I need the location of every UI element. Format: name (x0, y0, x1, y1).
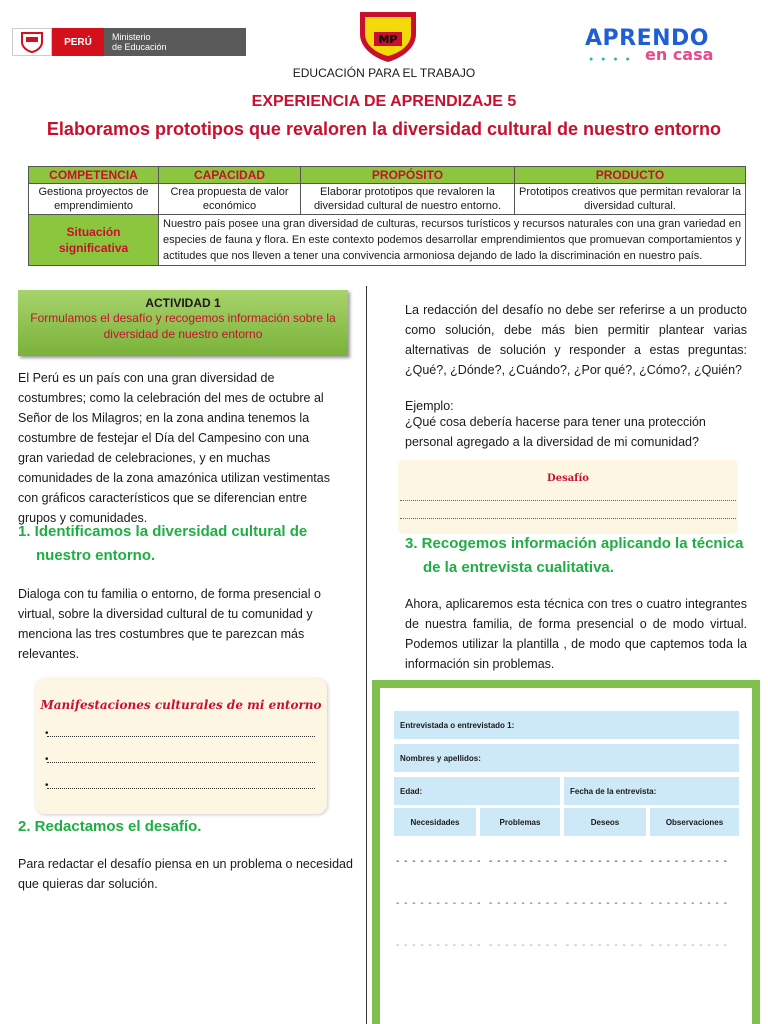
answer-line[interactable] (400, 500, 736, 501)
table-cell: Elaborar prototipos que revaloren la diversidad cultural de nuestro entorno. (301, 184, 515, 215)
answer-dash-row[interactable]: - - - - - - - - - - - - - - - - - - - - - - - - - - - - - - - - - - - - - - - - (396, 898, 728, 909)
challenge-box (398, 460, 738, 534)
ministry-name (104, 28, 246, 56)
activity-label: ACTIVIDAD 1 (145, 296, 221, 310)
answer-line[interactable] (47, 762, 315, 763)
intro-paragraph: El Perú es un país con una gran diversidad de costumbres; como la celebración del mes de octubre al Señor de los Milagros; en la zona andina tenemos la costumbre de festejar el Día del Campesino con una gran variedad de celebraciones, y en muchas comunidades de la zona amazónica utilizan vestimentas con gráficos característicos que se diferencian entre grupos y comunidades. (18, 371, 330, 525)
en-casa-text: en casa (645, 45, 714, 64)
badge-text: MP (378, 33, 398, 46)
bullet-icon: • (45, 728, 49, 739)
school-badge-icon (356, 8, 420, 64)
interviewee-field[interactable]: Entrevistada o entrevistado 1: (394, 711, 739, 739)
subject-title: EDUCACIÓN PARA EL TRABAJO (292, 66, 476, 80)
situation-row (29, 215, 746, 266)
table-header: PROPÓSITO (301, 167, 515, 184)
answer-line[interactable] (47, 736, 315, 737)
example-text: ¿Qué cosa debería hacerse para tener una protección personal agregado a la diversidad de mi comunidad? (405, 415, 706, 449)
box-title: Manifestaciones culturales de mi entorno (40, 698, 322, 712)
table-cell: Crea propuesta de valor económico (159, 184, 301, 215)
challenge-paragraph: La redacción del desafío no debe ser referirse a un producto como solución, debe más bien permitir plantear varias alternativas de solución y responder a estas preguntas: ¿Qué?, ¿Dónde?, ¿Cuándo?, ¿Por qué?, ¿Cómo?, ¿Quién? (405, 303, 747, 377)
page-title: Elaboramos prototipos que revaloren la diversidad cultural de nuestro entorno (46, 119, 722, 139)
names-field[interactable]: Nombres y apellidos: (394, 744, 739, 772)
activity-subtitle: Formulamos el desafío y recogemos información sobre la diversidad de nuestro entorno (30, 311, 336, 341)
peru-label: PERÚ (52, 28, 104, 56)
answer-line[interactable] (400, 518, 736, 519)
date-field[interactable]: Fecha de la entrevista: (564, 777, 739, 805)
column-header: Necesidades (394, 808, 476, 836)
aprendo-text: APRENDO (585, 26, 709, 51)
experience-title: EXPERIENCIA DE APRENDIZAJE 5 (251, 93, 517, 110)
bullet-icon: • (45, 780, 49, 791)
step3-paragraph: Ahora, aplicaremos esta técnica con tres o cuatro integrantes de nuestra familia, de forma presencial o de modo virtual. Podemos utilizar la plantilla , de modo que captemos toda la información sin problemas. (405, 597, 747, 671)
answer-dash-row[interactable]: - - - - - - - - - - - - - - - - - - - - - - - - - - - - - - - - - - - - - - - - (396, 856, 728, 867)
page-header (0, 0, 768, 95)
column-header: Observaciones (650, 808, 739, 836)
ministry-logo (12, 28, 246, 56)
answer-dash-row[interactable]: - - - - - - - - - - - - - - - - - - - - - - - - - - - - - - - - - - - - - - - - (396, 940, 728, 951)
competency-table (28, 166, 746, 266)
template-sheet (380, 688, 752, 1024)
table-header: PRODUCTO (515, 167, 746, 184)
bullet-icon: • (45, 754, 49, 765)
situation-label: Situación significativa (29, 215, 159, 266)
activity-box (18, 290, 348, 356)
example-label: Ejemplo: (405, 399, 454, 413)
aprendo-en-casa-logo (585, 26, 750, 64)
step2-heading: 2. Redactamos el desafío. (18, 818, 202, 835)
column-header: Problemas (480, 808, 560, 836)
cultural-manifestations-box (35, 678, 327, 814)
interview-template (372, 680, 760, 1024)
table-header: CAPACIDAD (159, 167, 301, 184)
step1-paragraph: Dialoga con tu familia o entorno, de forma presencial o virtual, sobre la diversidad cultural de tu comunidad y menciona las tres costumbres que te parezcan más relevantes. (18, 587, 321, 661)
column-header: Deseos (564, 808, 646, 836)
step2-paragraph: Para redactar el desafío piensa en un problema o necesidad que quieras dar solución. (18, 857, 353, 891)
column-divider (366, 286, 367, 1024)
situation-text: Nuestro país posee una gran diversidad de culturas, recursos turísticos y recursos naturales con una gran variedad en especies de fauna y flora. En este contexto podemos desarrollar emprendimientos que promuevan comportamientos y actitudes que nos lleven a tener una convivencia armoniosa dejando de lado la discriminación en nuestro país. (159, 215, 746, 266)
table-header-row (29, 167, 746, 184)
table-row (29, 184, 746, 215)
step3-heading: 3. Recogemos información aplicando la técnica de la entrevista cualitativa. (405, 535, 744, 576)
step1-heading: 1. Identificamos la diversidad cultural de nuestro entorno. (18, 523, 308, 564)
ministry-line1: Ministerio (112, 32, 151, 42)
answer-line[interactable] (47, 788, 315, 789)
dots-icon: ● ● ● ● (589, 56, 633, 63)
ministry-line2: de Educación (112, 42, 167, 52)
table-cell: Gestiona proyectos de emprendimiento (29, 184, 159, 215)
table-header: COMPETENCIA (29, 167, 159, 184)
age-field[interactable]: Edad: (394, 777, 560, 805)
coat-of-arms-icon (12, 28, 52, 56)
table-cell: Prototipos creativos que permitan revalorar la diversidad cultural. (515, 184, 746, 215)
challenge-title: Desafío (547, 473, 589, 484)
